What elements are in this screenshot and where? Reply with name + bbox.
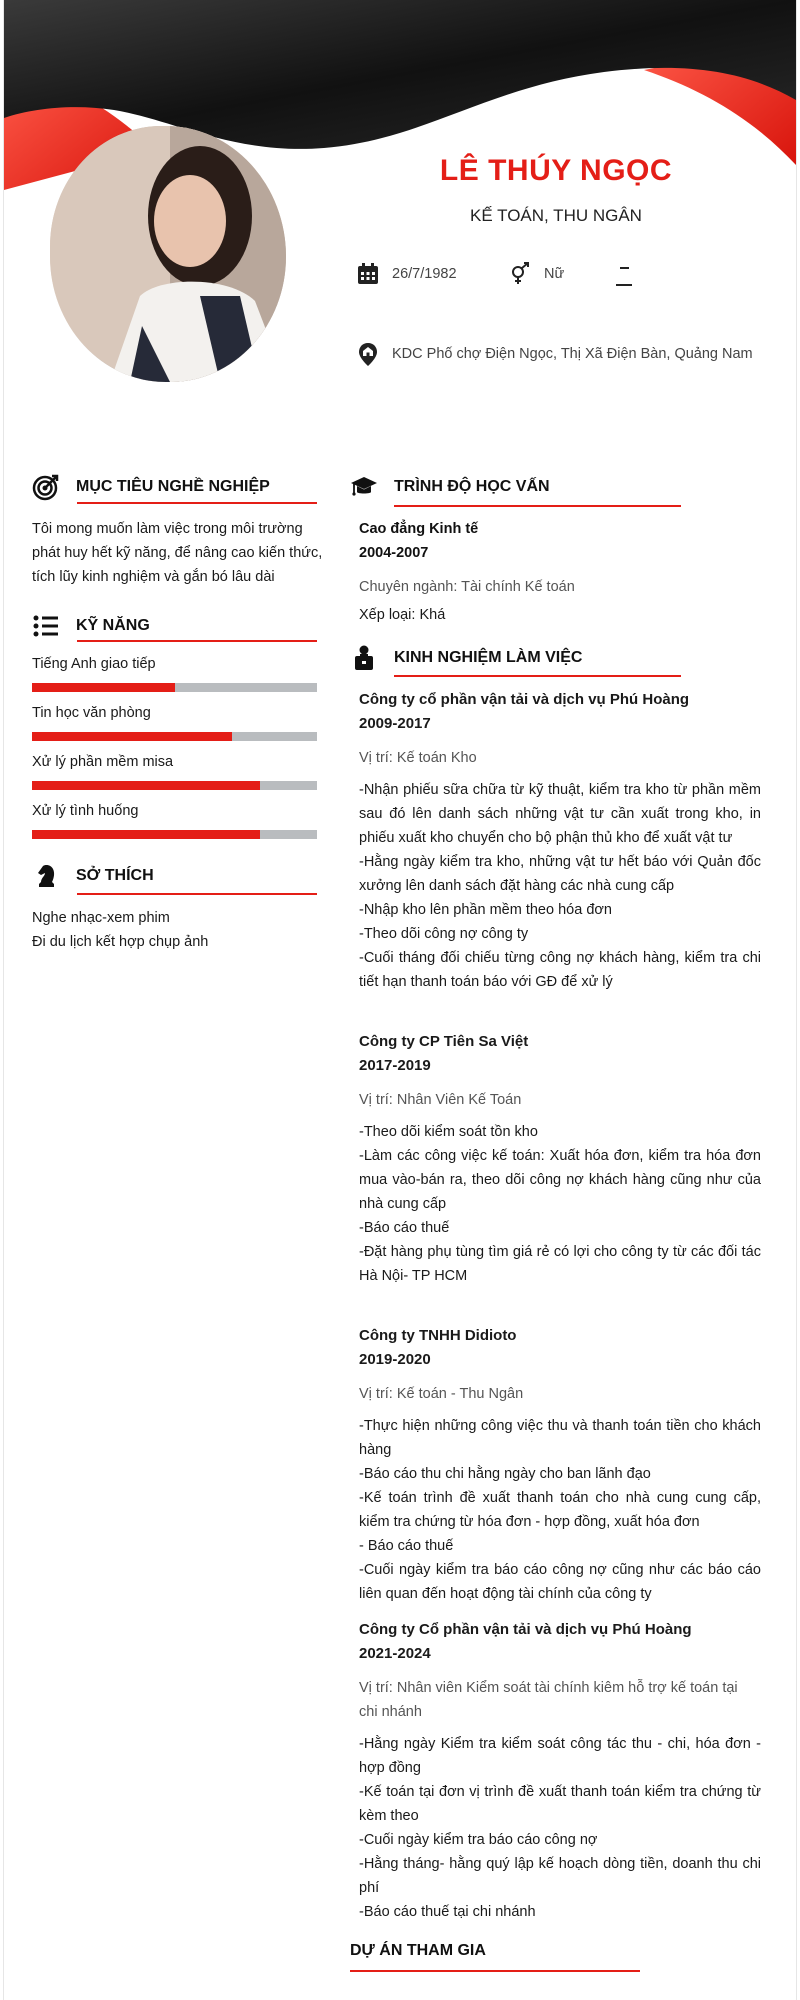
skill-bar	[32, 683, 317, 692]
job-years: 2021-2024	[359, 1645, 431, 1662]
job-years: 2009-2017	[359, 715, 431, 732]
job-title: KẾ TOÁN, THU NGÂN	[470, 206, 642, 225]
hobbies-title: SỞ THÍCH	[76, 867, 154, 884]
duty-item: -Hằng ngày Kiểm tra kiểm soát công tác thu - chi, hóa đơn - hợp đồng	[359, 1736, 761, 1776]
job-position: Vị trí: Kế toán Kho	[359, 750, 477, 766]
address-text: KDC Phố chợ Điện Ngọc, Thị Xã Điện Bàn, Quảng Nam	[392, 346, 753, 362]
education-divider	[394, 505, 681, 507]
experience-entry	[359, 1030, 761, 1288]
chess-knight-icon	[32, 862, 60, 890]
skill-label: Xử lý phần mềm misa	[32, 754, 174, 770]
company-name: Công ty TNHH Didioto	[359, 1327, 517, 1344]
list-icon	[32, 612, 60, 640]
projects-divider	[350, 1970, 640, 1972]
duty-item: -Làm các công việc kế toán: Xuất hóa đơn, kiểm tra hóa đơn mua vào-bán ra, theo dõi công nợ khách hàng cũng như của nhà cung cấp	[359, 1148, 761, 1212]
duty-item: -Theo dõi kiểm soát tồn kho	[359, 1124, 538, 1140]
education-major: Chuyên ngành: Tài chính Kế toán	[359, 579, 575, 595]
job-position: Vị trí: Nhân viên Kiểm soát tài chính kiêm hỗ trợ kế toán tại chi nhánh	[359, 1680, 738, 1720]
profile-photo	[50, 126, 286, 382]
birthdate-text: 26/7/1982	[392, 266, 457, 282]
phone-icon	[612, 264, 636, 288]
objective-divider	[77, 502, 317, 504]
projects-heading	[350, 1942, 486, 1960]
skill-bar-fill	[32, 732, 232, 741]
target-icon	[32, 473, 60, 501]
skill-label: Xử lý tình huống	[32, 803, 139, 819]
briefcase-person-icon	[350, 644, 378, 672]
experience-divider	[394, 675, 681, 677]
duty-item: -Theo dõi công nợ công ty	[359, 926, 529, 942]
skill-bar-fill	[32, 781, 260, 790]
location-pin-icon	[356, 342, 380, 366]
gender-info	[508, 262, 564, 286]
duty-item: -Báo cáo thuế	[359, 1220, 450, 1236]
duty-item: - Báo cáo thuế	[359, 1538, 454, 1554]
skill-bar	[32, 830, 317, 839]
experience-title: KINH NGHIỆM LÀM VIỆC	[394, 649, 583, 666]
duty-item: -Cuối ngày kiểm tra báo cáo công nợ	[359, 1832, 598, 1848]
skill-bar	[32, 781, 317, 790]
job-years: 2017-2019	[359, 1057, 431, 1074]
experience-entry	[359, 1324, 761, 1606]
education-details	[359, 517, 761, 627]
skill-label: Tiếng Anh giao tiếp	[32, 656, 156, 672]
hobbies-divider	[77, 893, 317, 895]
duty-item: -Kế toán trình đề xuất thanh toán cho nhà cung cung cấp, kiểm tra chứng từ hóa đơn - hợp đồng, xuất hóa đơn	[359, 1490, 761, 1530]
job-duties	[359, 778, 761, 994]
candidate-name: LÊ THÚY NGỌC	[439, 154, 673, 187]
objective-title: MỤC TIÊU NGHỀ NGHIỆP	[76, 478, 270, 495]
job-years: 2019-2020	[359, 1351, 431, 1368]
company-name: Công ty Cổ phần vận tải và dịch vụ Phú Hoàng	[359, 1621, 692, 1638]
hobbies-heading	[32, 862, 154, 890]
hobbies-list	[32, 906, 332, 954]
school-name: Cao đẳng Kinh tế	[359, 521, 479, 537]
duty-item: -Hằng ngày kiểm tra kho, những vật tư hết báo với Quản đốc xưởng lên danh sách đặt hàng các nhà cung cấp	[359, 854, 761, 894]
education-title: TRÌNH ĐỘ HỌC VẤN	[394, 478, 550, 495]
birthdate-info	[356, 262, 457, 286]
skill-bar	[32, 732, 317, 741]
education-grade: Xếp loại: Khá	[359, 607, 446, 623]
objective-heading	[32, 473, 270, 501]
skills-heading	[32, 612, 150, 640]
resume-page	[4, 0, 796, 2000]
calendar-icon	[356, 262, 380, 286]
skill-bar-fill	[32, 830, 260, 839]
job-duties	[359, 1414, 761, 1606]
objective-line: Tôi mong muốn làm việc trong môi trường	[32, 521, 303, 537]
duty-item: -Cuối tháng đối chiếu từng công nợ khách hàng, kiểm tra chi tiết hạn thanh toán báo với GĐ để xử lý	[359, 950, 761, 990]
duty-item: -Báo cáo thuế tại chi nhánh	[359, 1904, 536, 1920]
experience-heading	[350, 644, 582, 672]
duty-item: -Cuối ngày kiểm tra báo cáo công nợ cũng như các báo cáo liên quan đến hoạt động tài chính của công ty	[359, 1562, 761, 1602]
duty-item: -Đặt hàng phụ tùng tìm giá rẻ có lợi cho công ty từ các đối tác Hà Nội- TP HCM	[359, 1244, 761, 1284]
company-name: Công ty cổ phần vận tải và dịch vụ Phú Hoàng	[359, 691, 690, 708]
address-info	[356, 342, 753, 366]
education-heading	[350, 473, 550, 501]
graduation-cap-icon	[350, 473, 378, 501]
phone-info	[612, 264, 648, 288]
duty-item: -Báo cáo thu chi hằng ngày cho ban lãnh đạo	[359, 1466, 651, 1482]
hobby-item: Đi du lịch kết hợp chụp ảnh	[32, 934, 209, 950]
job-position: Vị trí: Nhân Viên Kế Toán	[359, 1092, 522, 1108]
job-duties	[359, 1120, 761, 1288]
duty-item: -Nhận phiếu sữa chữa từ kỹ thuật, kiểm tra kho từ phần mềm sau đó lên danh sách những vật tư cần xuất trong kho, in phiếu xuất kho chuyển cho bộ phận thủ kho để xuất vật tư	[359, 782, 761, 846]
gender-text: Nữ	[544, 266, 565, 282]
skills-divider	[77, 640, 317, 642]
skills-title: KỸ NĂNG	[76, 617, 150, 634]
duty-item: -Thực hiện những công việc thu và thanh toán tiền cho khách hàng	[359, 1418, 761, 1458]
skill-bar-fill	[32, 683, 175, 692]
hobby-item: Nghe nhạc-xem phim	[32, 910, 170, 926]
experience-entry	[359, 688, 761, 994]
objective-text	[32, 517, 332, 589]
projects-title: DỰ ÁN THAM GIA	[350, 1942, 486, 1959]
company-name: Công ty CP Tiên Sa Việt	[359, 1033, 529, 1050]
objective-line: phát huy hết kỹ năng, để nâng cao kiến thức,	[32, 545, 323, 561]
duty-item: -Kế toán tại đơn vị trình đề xuất thanh toán kiểm tra chứng từ kèm theo	[359, 1784, 761, 1824]
gender-icon	[508, 262, 532, 286]
job-duties	[359, 1732, 761, 1924]
education-years: 2004-2007	[359, 545, 429, 561]
duty-item: -Nhập kho lên phần mềm theo hóa đơn	[359, 902, 612, 918]
experience-entry	[359, 1618, 761, 1924]
duty-item: -Hằng tháng- hằng quý lập kế hoạch dòng tiền, doanh thu chi phí	[359, 1856, 761, 1896]
job-position: Vị trí: Kế toán - Thu Ngân	[359, 1386, 524, 1402]
objective-line: tích lũy kinh nghiệm và gắn bó lâu dài	[32, 569, 275, 585]
skill-label: Tin học văn phòng	[32, 705, 151, 721]
